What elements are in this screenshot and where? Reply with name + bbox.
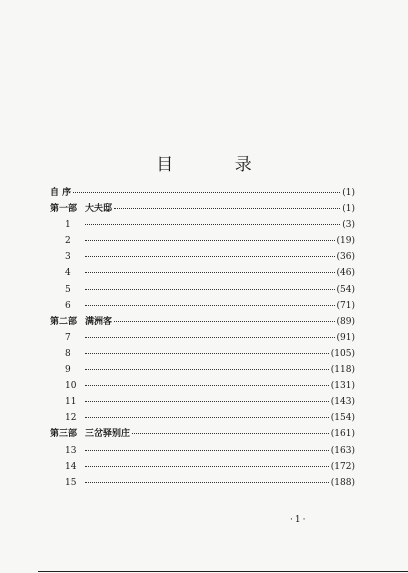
toc-part-name: 满洲客 bbox=[85, 316, 113, 327]
toc-entry-number: 7 bbox=[65, 332, 71, 343]
toc-entry-number: 第二部 bbox=[50, 316, 78, 327]
toc-chapter-entry bbox=[50, 249, 355, 265]
toc-entry-label bbox=[50, 378, 75, 394]
toc-entry-label bbox=[50, 201, 112, 217]
toc-entry-number: 9 bbox=[65, 365, 71, 376]
toc-entry-number: 15 bbox=[65, 477, 77, 488]
toc-entry-label bbox=[50, 475, 75, 491]
toc-part-name: 大夫邸 bbox=[85, 204, 113, 215]
toc-entry-label bbox=[50, 394, 75, 410]
toc-page-number: (1) bbox=[342, 188, 355, 198]
toc-part-name: 三岔驿别庄 bbox=[85, 429, 131, 440]
dot-leader bbox=[85, 353, 329, 354]
toc-page-number: (143) bbox=[330, 397, 355, 408]
dot-leader bbox=[85, 337, 335, 338]
toc-page-number: (161) bbox=[330, 429, 355, 440]
dot-leader bbox=[85, 272, 335, 273]
toc-entry-label bbox=[50, 265, 75, 281]
dot-leader bbox=[85, 256, 335, 257]
toc-chapter-entry bbox=[50, 330, 355, 346]
bottom-rule bbox=[38, 571, 408, 572]
toc-entry-number: 8 bbox=[65, 348, 71, 359]
dot-leader bbox=[85, 385, 329, 386]
toc-entry-number: 10 bbox=[65, 381, 77, 392]
page-number: ·1· bbox=[290, 515, 308, 525]
toc-entry-label bbox=[50, 249, 75, 265]
dot-leader bbox=[114, 208, 340, 209]
toc-chapter-entry bbox=[50, 459, 355, 475]
toc-page-number: (188) bbox=[330, 477, 355, 488]
toc-entry-number: 11 bbox=[65, 397, 77, 408]
toc-page-number: (54) bbox=[336, 284, 355, 295]
dot-leader bbox=[85, 417, 329, 418]
toc-entry-number: 13 bbox=[65, 445, 77, 456]
toc-entry-number: 2 bbox=[65, 236, 71, 247]
toc-part-entry bbox=[50, 426, 355, 442]
toc-chapter-entry bbox=[50, 298, 355, 314]
toc-entry-number: 6 bbox=[65, 300, 71, 311]
toc-entry-label bbox=[50, 410, 75, 426]
toc-entry-label bbox=[50, 314, 112, 330]
dot-leader bbox=[85, 466, 329, 467]
toc-entry-number: 第三部 bbox=[50, 429, 78, 440]
toc-entry-label bbox=[50, 185, 71, 201]
dot-leader bbox=[132, 433, 329, 434]
toc-page-number: (154) bbox=[330, 413, 355, 424]
toc-chapter-entry bbox=[50, 233, 355, 249]
toc-part-entry bbox=[50, 185, 355, 201]
toc-entry-label bbox=[50, 282, 75, 298]
dot-leader bbox=[85, 224, 340, 225]
toc-entry-label bbox=[50, 330, 75, 346]
dot-leader bbox=[85, 240, 335, 241]
toc-entry-number: 1 bbox=[65, 220, 71, 231]
toc-page-number: (36) bbox=[336, 252, 355, 263]
toc-page-number: (3) bbox=[342, 220, 355, 231]
toc-entry-label bbox=[50, 426, 130, 442]
toc-entry-number: 14 bbox=[65, 461, 77, 472]
toc-chapter-entry bbox=[50, 394, 355, 410]
toc-part-entry bbox=[50, 201, 355, 217]
dot-leader bbox=[85, 289, 335, 290]
toc-chapter-entry bbox=[50, 378, 355, 394]
toc-entry-number: 4 bbox=[65, 268, 71, 279]
toc-chapter-entry bbox=[50, 410, 355, 426]
dot-leader bbox=[85, 450, 329, 451]
toc-page-number: (46) bbox=[336, 268, 355, 279]
toc-entry-number: 12 bbox=[65, 413, 77, 424]
dot-leader bbox=[85, 305, 335, 306]
dot-leader bbox=[73, 192, 340, 193]
toc-entry-label bbox=[50, 346, 75, 362]
toc-entry-label bbox=[50, 217, 75, 233]
toc-entry-label bbox=[50, 443, 75, 459]
toc-entry-label bbox=[50, 233, 75, 249]
toc-chapter-entry bbox=[50, 217, 355, 233]
toc-entry-label bbox=[50, 298, 75, 314]
toc-part-entry bbox=[50, 314, 355, 330]
toc-chapter-entry bbox=[50, 265, 355, 281]
toc-chapter-entry bbox=[50, 346, 355, 362]
table-of-contents bbox=[50, 185, 355, 491]
toc-page-number: (163) bbox=[330, 445, 355, 456]
toc-page-number: (91) bbox=[336, 332, 355, 343]
dot-leader bbox=[85, 401, 329, 402]
dot-leader bbox=[114, 321, 334, 322]
toc-page-number: (105) bbox=[330, 348, 355, 359]
toc-entry-label bbox=[50, 362, 75, 378]
toc-entry-number: 自 序 bbox=[50, 188, 72, 198]
toc-entry-number: 3 bbox=[65, 252, 71, 263]
dot-leader bbox=[85, 482, 329, 483]
toc-page-number: (19) bbox=[336, 236, 355, 247]
toc-entry-label bbox=[50, 459, 75, 475]
toc-page-number: (172) bbox=[330, 461, 355, 472]
toc-chapter-entry bbox=[50, 475, 355, 491]
toc-page-number: (71) bbox=[336, 300, 355, 311]
toc-page-number: (131) bbox=[330, 381, 355, 392]
toc-page-number: (1) bbox=[342, 204, 355, 215]
toc-page-number: (89) bbox=[336, 316, 355, 327]
dot-leader bbox=[85, 369, 329, 370]
toc-entry-number: 5 bbox=[65, 284, 71, 295]
toc-page-number: (118) bbox=[330, 365, 355, 376]
toc-entry-number: 第一部 bbox=[50, 204, 78, 215]
toc-chapter-entry bbox=[50, 362, 355, 378]
toc-chapter-entry bbox=[50, 282, 355, 298]
toc-chapter-entry bbox=[50, 443, 355, 459]
toc-title: 目 录 bbox=[156, 155, 280, 175]
